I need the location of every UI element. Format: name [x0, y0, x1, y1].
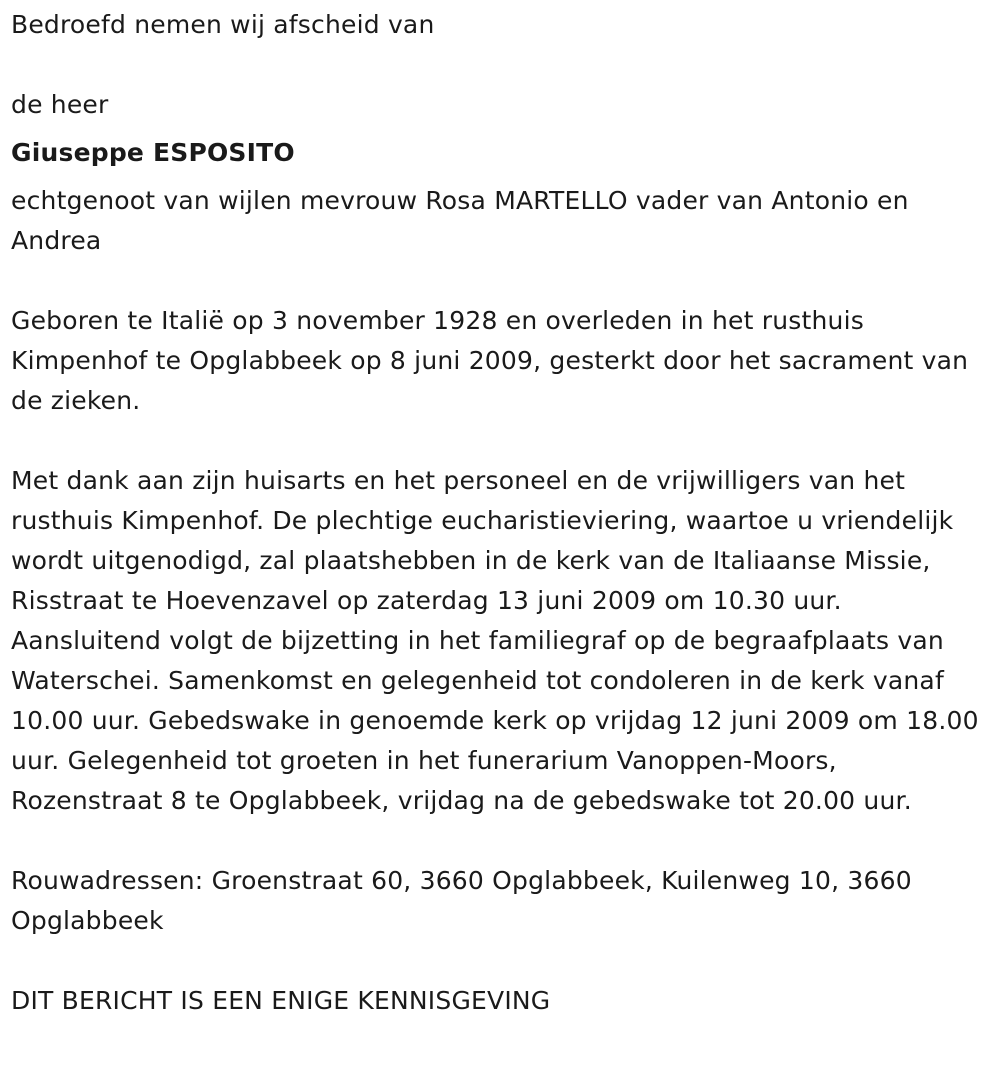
- deceased-name: Giuseppe ESPOSITO: [11, 138, 295, 167]
- salutation-text: de heer: [11, 90, 109, 119]
- birth-death-text: Geboren te Italië op 3 november 1928 en overleden in het rusthuis Kimpenhof te Opglabbeek op 8 juni 2009, gesterkt door het sacrament van de zieken.: [11, 306, 977, 415]
- intro-text: Bedroefd nemen wij afscheid van: [11, 10, 435, 39]
- relations-text: echtgenoot van wijlen mevrouw Rosa MARTELLO vader van Antonio en Andrea: [11, 186, 917, 255]
- closing-text: DIT BERICHT IS EEN ENIGE KENNISGEVING: [11, 986, 551, 1015]
- ceremony-text: Met dank aan zijn huisarts en het personeel en de vrijwilligers van het rusthuis Kimpenhof. De plechtige eucharistieviering, waartoe u vriendelijk wordt uitgenodigd, zal plaatshebben in de kerk van de Italiaanse Missie, Risstraat te Hoevenzavel op zaterdag 13 juni 2009 om 10.30 uur. Aansluitend volgt de bijzetting in het familiegraf op de begraafplaats van Waterschei. Samenkomst en gelegenheid tot condoleren in de kerk vanaf 10.00 uur. Gebedswake in genoemde kerk op vrijdag 12 juni 2009 om 18.00 uur. Gelegenheid tot groeten in het funerarium Vanoppen-Moors, Rozenstraat 8 te Opglabbeek, vrijdag na de gebedswake tot 20.00 uur.: [11, 466, 987, 815]
- death-notice: [11, 5, 993, 1021]
- addresses-text: Rouwadressen: Groenstraat 60, 3660 Opglabbeek, Kuilenweg 10, 3660 Opglabbeek: [11, 866, 920, 935]
